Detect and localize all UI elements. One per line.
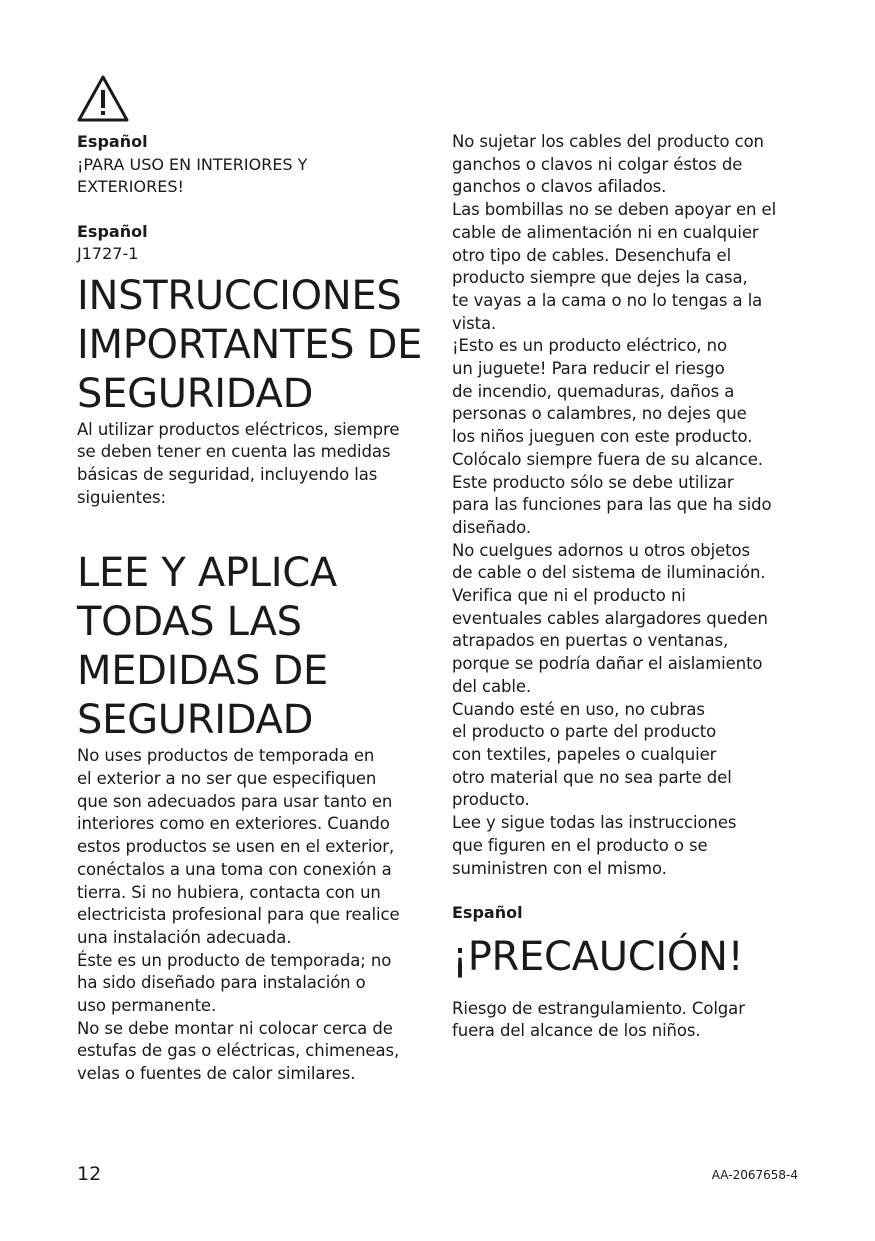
text-line: Cuando esté en uso, no cubras: [452, 699, 705, 719]
text-line: de incendio, quemaduras, daños a: [452, 381, 735, 401]
text-line: el producto o parte del producto: [452, 722, 717, 742]
text-line: personas o calambres, no dejes que: [452, 404, 747, 424]
text-line: que figuren en el producto o se: [452, 835, 708, 855]
text-line: eventuales cables alargadores queden: [452, 608, 768, 628]
text-line: del cable.: [452, 676, 532, 696]
language-label: Español: [452, 903, 523, 923]
text-line: velas o fuentes de calor similares.: [77, 1064, 356, 1084]
text-line: ¡Esto es un producto eléctrico, no: [452, 336, 728, 356]
heading-line: INSTRUCCIONES: [77, 272, 402, 319]
text-line: No sujetar los cables del producto con: [452, 132, 764, 151]
heading-line: SEGURIDAD: [77, 370, 314, 417]
text-line: producto siempre que dejes la casa,: [452, 268, 748, 288]
indoor-outdoor-use-notice: [77, 154, 427, 199]
heading-line: MEDIDAS DE: [77, 648, 329, 695]
model-number: J1727-1: [77, 244, 139, 263]
text-line: una instalación adecuada.: [77, 927, 292, 947]
language-label: Español: [77, 221, 148, 241]
text-line: Las bombillas no se deben apoyar en el: [452, 200, 777, 220]
left-body-paragraphs: [77, 745, 427, 1086]
text-line: vista.: [452, 313, 497, 333]
text-line: Verifica que ni el producto ni: [452, 586, 686, 606]
text-line: porque se podría dañar el aislamiento: [452, 654, 763, 674]
read-follow-heading: [77, 549, 427, 745]
text-line: Al utilizar productos eléctricos, siempre: [77, 419, 400, 439]
right-body-paragraphs: [452, 131, 802, 880]
text-line: Colócalo siempre fuera de su alcance.: [452, 449, 763, 469]
page-number: 12: [77, 1163, 102, 1185]
text-line: que son adecuados para usar tanto en: [77, 791, 393, 811]
safety-instructions-heading: [77, 272, 427, 419]
text-line: tierra. Si no hubiera, contacta con un: [77, 882, 381, 902]
text-line: un juguete! Para reducir el riesgo: [452, 359, 725, 379]
text-line: otro tipo de cables. Desenchufa el: [452, 245, 732, 265]
text-line: No se debe montar ni colocar cerca de: [77, 1018, 393, 1038]
language-label: Español: [77, 132, 148, 151]
heading-line: SEGURIDAD: [77, 697, 314, 744]
text-line: interiores como en exteriores. Cuando: [77, 814, 390, 834]
text-line: Riesgo de estrangulamiento. Colgar: [452, 998, 745, 1018]
use-line: EXTERIORES!: [77, 177, 184, 196]
text-line: diseñado.: [452, 517, 531, 537]
text-line: Este producto sólo se debe utilizar: [452, 472, 734, 492]
heading-line: TODAS LAS: [77, 599, 302, 646]
text-line: conéctalos a una toma con conexión a: [77, 859, 392, 879]
heading-line: IMPORTANTES DE: [77, 321, 423, 368]
text-line: para las funciones para las que ha sido: [452, 495, 772, 515]
text-line: básicas de seguridad, incluyendo las: [77, 464, 378, 484]
text-line: otro material que no sea parte del: [452, 767, 732, 787]
text-line: siguientes:: [77, 487, 166, 507]
text-line: ganchos o clavos afilados.: [452, 177, 667, 197]
text-line: atrapados en puertas o ventanas,: [452, 631, 729, 651]
caution-heading: ¡PRECAUCIÓN!: [452, 933, 744, 980]
text-line: estos productos se usen en el exterior,: [77, 837, 395, 857]
text-line: se deben tener en cuenta las medidas: [77, 442, 391, 462]
heading-line: LEE Y APLICA: [77, 550, 337, 597]
text-line: Éste es un producto de temporada; no: [77, 950, 392, 970]
warning-triangle-icon: [76, 74, 130, 124]
text-line: con textiles, papeles o cualquier: [452, 744, 717, 764]
text-line: electricista profesional para que realice: [77, 905, 400, 925]
intro-paragraph: [77, 419, 427, 510]
text-line: te vayas a la cama o no lo tengas a la: [452, 290, 763, 310]
text-line: ha sido diseñado para instalación o: [77, 973, 366, 993]
text-line: producto.: [452, 790, 530, 810]
use-line: ¡PARA USO EN INTERIORES Y: [77, 154, 308, 174]
text-line: de cable o del sistema de iluminación.: [452, 563, 766, 583]
text-line: fuera del alcance de los niños.: [452, 1021, 701, 1041]
text-line: Lee y sigue todas las instrucciones: [452, 813, 737, 833]
right-column: [452, 131, 802, 1043]
text-line: estufas de gas o eléctricas, chimeneas,: [77, 1041, 400, 1061]
text-line: ganchos o clavos ni colgar éstos de: [452, 154, 743, 174]
strangulation-warning: [452, 998, 802, 1043]
text-line: los niños jueguen con este producto.: [452, 427, 753, 447]
text-line: No uses productos de temporada en: [77, 746, 375, 766]
text-line: cable de alimentación ni en cualquier: [452, 222, 759, 242]
text-line: uso permanente.: [77, 996, 217, 1016]
text-line: suministren con el mismo.: [452, 858, 667, 878]
left-column: [77, 131, 427, 1086]
document-id: AA-2067658-4: [711, 1168, 798, 1182]
text-line: No cuelgues adornos u otros objetos: [452, 540, 751, 560]
text-line: el exterior a no ser que especifiquen: [77, 769, 377, 789]
